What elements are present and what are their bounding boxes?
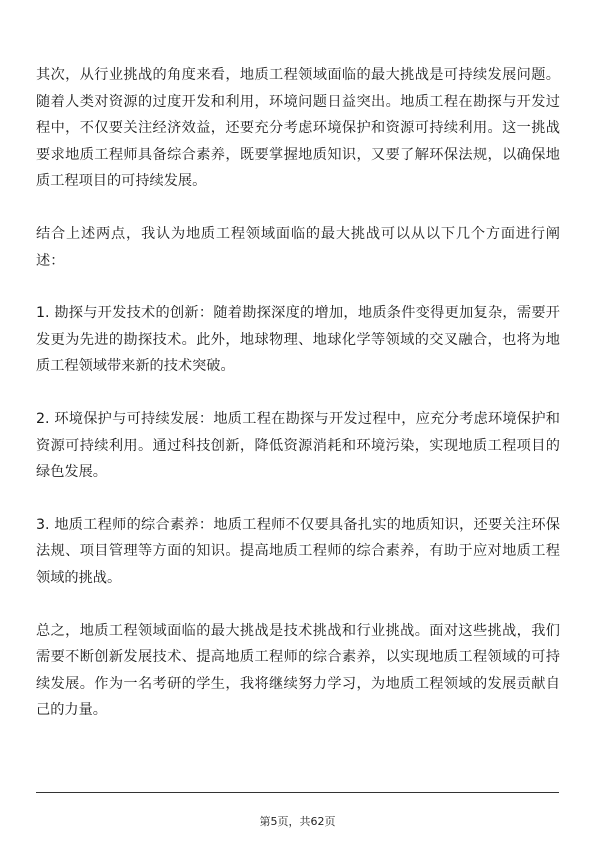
paragraph-summary-intro: 结合上述两点，我认为地质工程领域面临的最大挑战可以从以下几个方面进行阐述： xyxy=(36,225,560,269)
page-number: 第5页，共62页 xyxy=(259,815,336,828)
paragraph-conclusion: 总之，地质工程领域面临的最大挑战是技术挑战和行业挑战。面对这些挑战，我们需要不断创新发展技术、提高地质工程师的综合素养，以实现地质工程领域的可持续发展。作为一名考研的学生，我将继续努力学习，为地质工程领域的发展贡献自己的力量。 xyxy=(36,622,560,719)
paragraph-point-3: 3. 地质工程师的综合素养：地质工程师不仅要具备扎实的地质知识，还要关注环保法规、项目管理等方面的知识。提高地质工程师的综合素养，有助于应对地质工程领域的挑战。 xyxy=(36,516,560,586)
paragraph-industry-challenge: 其次，从行业挑战的角度来看，地质工程领域面临的最大挑战是可持续发展问题。随着人类对资源的过度开发和利用，环境问题日益突出。地质工程在勘探与开发过程中，不仅要关注经济效益，还要充分考虑环境保护和资源可持续利用。这一挑战要求地质工程师具备综合素养，既要掌握地质知识，又要了解环保法规，以确保地质工程项目的可持续发展。 xyxy=(36,67,560,190)
footer-divider xyxy=(36,792,559,793)
paragraph-point-1: 1. 勘探与开发技术的创新：随着勘探深度的增加，地质条件变得更加复杂，需要开发更为先进的勘探技术。此外，地球物理、地球化学等领域的交叉融合，也将为地质工程领域带来新的技术突破。 xyxy=(36,305,560,375)
document-body xyxy=(36,62,560,724)
paragraph-point-2: 2. 环境保护与可持续发展：地质工程在勘探与开发过程中，应充分考虑环境保护和资源可持续利用。通过科技创新，降低资源消耗和环境污染，实现地质工程项目的绿色发展。 xyxy=(36,410,560,481)
